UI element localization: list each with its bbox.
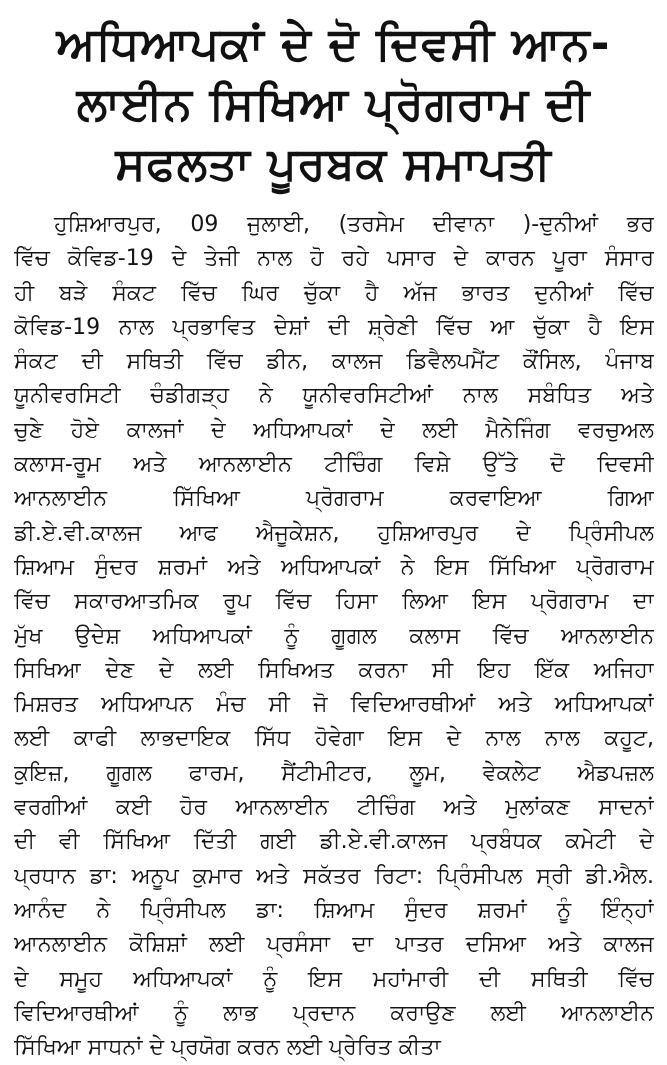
article-line: ਕੁਇਜ਼, ਗੂਗਲ ਫਾਰਮ, ਸੈਂਟੀਮੀਟਰ, ਲੂਮ, ਵੇਕਲੇਟ ਐਡਪਜ਼ਲ [14,760,654,786]
article-line: ਚੁਣੇ ਹੋਏ ਕਾਲਜਾਂ ਦੇ ਅਧਿਆਪਕਾਂ ਦੇ ਲਈ ਮੈਨੇਜਿੰਗ ਵਰਚੁਅਲ [14,417,654,443]
headline [0,0,667,194]
article-line: ਵਿੱਚ ਕੋਵਿਡ-19 ਦੇ ਤੇਜੀ ਨਾਲ ਹੋ ਰਹੇ ਪਸਾਰ ਦੇ ਕਾਰਨ ਪੂਰਾ ਸੰਸਾਰ [14,246,654,272]
article-line: ਆਨੰਦ ਨੇ ਪ੍ਰਿੰਸੀਪਲ ਡਾ: ਸ਼ਿਆਮ ਸੁੰਦਰ ਸ਼ਰਮਾਂ ਨੂੰ ਇੰਨ੍ਹਾਂ [14,897,654,923]
article-line: ਕਲਾਸ-ਰੂਮ ਅਤੇ ਆਨਲਾਈਨ ਟੀਚਿੰਗ ਵਿਸ਼ੇ ਉੱਤੇ ਦੋ ਦਿਵਸੀ [14,452,654,478]
article-line: ਸਿੱਖਿਆ ਸਾਧਨਾਂ ਦੇ ਪ੍ਰਯੋਗ ਕਰਨ ਲਈ ਪ੍ਰੇਰਿਤ ਕੀਤਾ [14,1035,441,1061]
article-line: ਮੁੱਖ ਉਦੇਸ਼ ਅਧਿਆਪਕਾਂ ਨੂੰ ਗੂਗਲ ਕਲਾਸ ਵਿੱਚ ਆਨਲਾਈਨ [14,623,654,649]
article-line: ਯੂਨੀਵਰਸਿਟੀ ਚੰਡੀਗੜ੍ਹ ਨੇ ਯੂਨੀਵਰਸਿਟੀਆਂ ਨਾਲ ਸਬੰਧਿਤ ਅਤੇ [14,383,654,409]
article-line: ਵਿੱਚ ਸਕਾਰਆਤਮਿਕ ਰੂਪ ਵਿੱਚ ਹਿਸਾ ਲਿਆ ਇਸ ਪ੍ਰੋਗਰਾਮ ਦਾ [14,589,654,615]
article-line: ਡੀ.ਏ.ਵੀ.ਕਾਲਜ ਆਫ ਐਜੂਕੇਸ਼ਨ, ਹੁਸ਼ਿਆਰਪੁਰ ਦੇ ਪ੍ਰਿੰਸੀਪਲ [14,520,654,546]
headline-line: ਅਧਿਆਪਕਾਂ ਦੇ ਦੋ ਦਿਵਸੀ ਆਨ- [56,17,611,70]
article-line: ਦੇ ਸਮੂਹ ਅਧਿਆਪਕਾਂ ਨੂੰ ਇਸ ਮਹਾਂਮਾਰੀ ਦੀ ਸਥਿਤੀ ਵਿੱਚ [14,966,654,992]
headline-line: ਸਫਲਤਾ ਪੂਰਬਕ ਸਮਾਪਤੀ [115,137,552,190]
article-line: ਸਿਖਿਆ ਦੇਣ ਦੇ ਲਈ ਸਿਖਿਅਤ ਕਰਨਾ ਸੀ ਇਹ ਇੱਕ ਅਜਿਹਾ [14,657,654,683]
article-body [14,208,654,1065]
article-line: ਪ੍ਰਧਾਨ ਡਾ: ਅਨੂਪ ਕੁਮਾਰ ਅਤੇ ਸਕੱਤਰ ਰਿਟਾ: ਪ੍ਰਿੰਸੀਪਲ ਸ੍ਰੀ ਡੀ.ਐਲ. [14,863,654,889]
article-line: ਵਿਦਿਆਰਥੀਆਂ ਨੂੰ ਲਾਭ ਪ੍ਰਦਾਨ ਕਰਾਉਣ ਲਈ ਆਨਲਾਈਨ [14,1000,654,1026]
article-line: ਆਨਲਾਈਨ ਸਿੱਖਿਆ ਪ੍ਰੋਗਰਾਮ ਕਰਵਾਇਆ ਗਿਆ [14,486,654,512]
article-line: ਮਿਸ਼ਰਤ ਅਧਿਆਪਨ ਮੰਚ ਸੀ ਜੋ ਵਿਦਿਆਰਥੀਆਂ ਅਤੇ ਅਧਿਆਪਕਾਂ [14,692,654,718]
article-line: ਵਰਗੀਆਂ ਕਈ ਹੋਰ ਆਨਲਾਈਨ ਟੀਚਿੰਗ ਅਤੇ ਮੁਲਾਂਕਣ ਸਾਦਨਾਂ [14,795,654,821]
article-line: ਸ਼ਿਆਮ ਸੁੰਦਰ ਸ਼ਰਮਾਂ ਅਤੇ ਅਧਿਆਪਕਾਂ ਨੇ ਇਸ ਸਿੱਖਿਆ ਪ੍ਰੋਗਰਾਮ [14,554,654,580]
article-line: ਲਈ ਕਾਫੀ ਲਾਭਦਾਇਕ ਸਿੱਧ ਹੋਵੇਗਾ ਇਸ ਦੇ ਨਾਲ ਨਾਲ ਕਹੂਟ, [14,726,654,752]
headline-line: ਲਾਈਨ ਸਿਖਿਆ ਪ੍ਰੋਗਰਾਮ ਦੀ [76,77,591,130]
article-line: ਆਨਲਾਈਨ ਕੋਸ਼ਿਸ਼ਾਂ ਲਈ ਪ੍ਰਸੰਸਾ ਦਾ ਪਾਤਰ ਦਸਿਆ ਅਤੇ ਕਾਲਜ [14,932,654,958]
article-line: ਹੁਸ਼ਿਆਰਪੁਰ, 09 ਜੁਲਾਈ, (ਤਰਸੇਮ ਦੀਵਾਨਾ )-ਦੁਨੀਆਂ ਭਰ [54,212,654,237]
article-line: ਕੋਵਿਡ-19 ਨਾਲ ਪ੍ਰਭਾਵਿਤ ਦੇਸ਼ਾਂ ਦੀ ਸ਼੍ਰੇਣੀ ਵਿੱਚ ਆ ਚੁੱਕਾ ਹੈ ਇਸ [14,314,654,340]
article-line: ਹੀ ਬੜੇ ਸੰਕਟ ਵਿੱਚ ਘਿਰ ਚੁੱਕਾ ਹੈ ਅੱਜ ਭਾਰਤ ਦੁਨੀਆਂ ਵਿੱਚ [14,280,654,306]
article-line: ਸੰਕਟ ਦੀ ਸਥਿਤੀ ਵਿੱਚ ਡੀਨ, ਕਾਲਜ ਡਿਵੈਲਪਮੈਂਟ ਕੌਂਸਿਲ, ਪੰਜਾਬ [14,349,654,375]
article-line: ਦੀ ਵੀ ਸਿੱਖਿਆ ਦਿੱਤੀ ਗਈ ਡੀ.ਏ.ਵੀ.ਕਾਲਜ ਪ੍ਰਬੰਧਕ ਕਮੇਟੀ ਦੇ [14,829,654,855]
